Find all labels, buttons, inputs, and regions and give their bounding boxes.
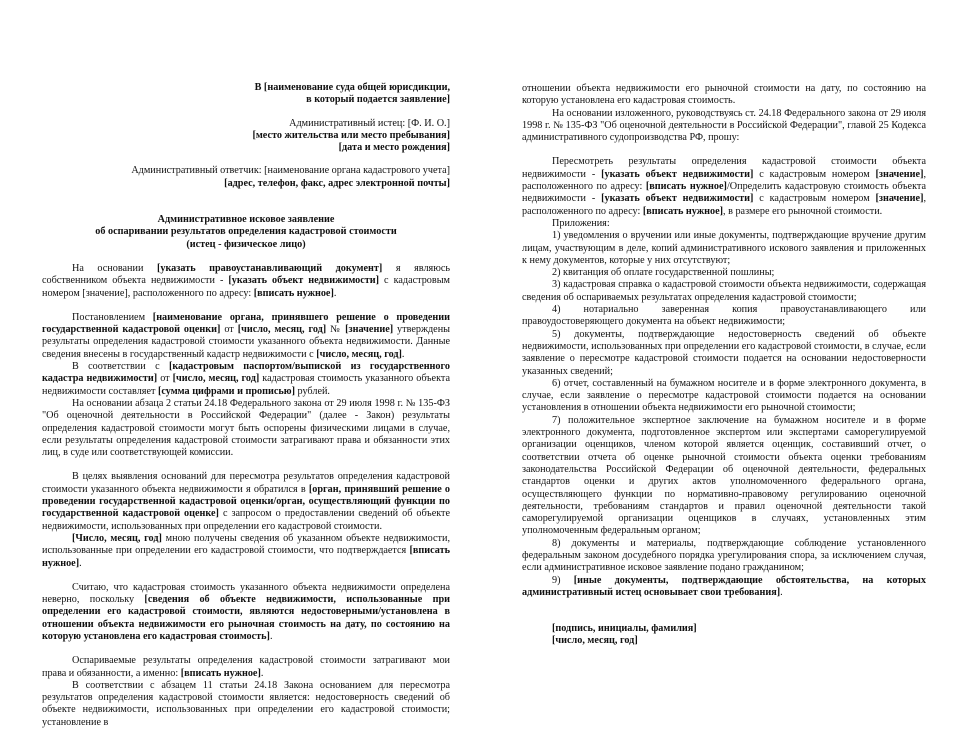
court-line-1: В [наименование суда общей юрисдикции, [254,82,450,93]
paragraph-request: В целях выявления оснований для пересмотра результатов определения кадастровой стоимости указанного объекта недвижимости я обратился в [орган, принявший решение о проведении государственной кадастровой оценки/орган, осуществляющий функции по государственной кадастровой оценке] с запросом о предоставлении сведений об объекте недвижимости, использованных при определении его кадастровой стоимости. [42,471,450,532]
paragraph-resolution: Постановлением [наименование органа, принявшего решение о проведении государственной кадастровой оценки] от [число, месяц, год] № [значение] утверждены результаты определения кадастровой стоимости указанного объекта недвижимости. Данные сведения внесены в государственный кадастр недвижимости с [число, месяц, год]. [42,311,450,360]
doc-title-1: Административное исковое заявление [157,214,335,226]
court-line-2: в который подается заявление] [306,94,450,106]
signature-date: [число, месяц, год] [552,635,638,647]
defendant-line-1: Административный ответчик: [наименование органа кадастрового учета] [131,165,450,177]
paragraph-grounds-cont: отношении объекта недвижимости его рыночной стоимости на дату, по состоянию на которую установлена его кадастровая стоимость. [522,83,926,107]
paragraph-law-basis: На основании абзаца 2 статьи 24.18 Федерального закона от 29 июля 1998 г. № 135-ФЗ "Об оценочной деятельности в Российской Федерации" (далее - Закон) результаты определения кадастровой стоимости могут быть оспорены физическими лицами в случае, если результаты определения кадастровой стоимости затрагивают права и обязанности этих лиц, в суде или соответствующей комиссии. [42,397,450,459]
plaintiff-line-2: [место жительства или место пребывания] [252,129,450,141]
paragraph-incorrect: Считаю, что кадастровая стоимость указанного объекта недвижимости определена неверно, поскольку [сведения об объекте недвижимости, использованные при определении его кадастровой стоимости, являются недостоверными/установлена в отношении объекта недвижимости его рыночная стоимость на дату, по состоянию на которую установлена его кадастровая стоимость]. [42,581,451,642]
paragraph-rights: Оспариваемые результаты определения кадастровой стоимости затрагивают мои права и обязанности, а именно: [вписать нужное]. [42,655,450,679]
attachments-heading: Приложения: [552,217,610,229]
left-column [42,0,450,729]
defendant-line-2: [адрес, телефон, факс, адрес электронной почты] [224,177,450,189]
attachment-item: 1) уведомления о вручении или иные документы, подтверждающие вручение другим лицам, участвующим в деле, копий административного искового заявления и приложенных к нему документов, которые у них отсутствуют; [522,230,926,266]
attachment-item: 2) квитанция об оплате государственной пошлины; [552,267,775,279]
paragraph-ownership: На основании [указать правоустанавливающий документ] я являюсь собственником объекта недвижимости - [указать объект недвижимости] с кадастровым номером [значение], расположенного по адресу: [вписать нужное]. [42,262,451,299]
attachment-item: 7) положительное экспертное заключение на бумажном носителе и в форме электронного документа, подготовленное экспертом или экспертами саморегулируемой организации оценщиков, членом которой является оценщик, составивший отчет, о соответствии отчета об оценке рыночной стоимости объекта оценки требованиям законодательства Российской Федерации об оценочной деятельности, федеральных стандартов оценки и других актов уполномоченного федерального органа, осуществляющего функции по нормативно-правовому регулированию оценочной деятельности, требованиям стандартов и правил оценочной деятельности такой саморегулируемой организации оценщиков в случаях, установленных этим уполномоченным федеральным органом; [522,414,926,537]
paragraph-received: [Число, месяц, год] мною получены сведения об указанном объекте недвижимости, использованные при определении его кадастровой стоимости, что подтверждается [вписать нужное]. [42,532,450,569]
attachment-item: 6) отчет, составленный на бумажном носителе и в форме электронного документа, в случае, если заявление о пересмотре кадастровой стоимости подается на основании установления в отношении объекта недвижимости его рыночной стоимости; [522,377,926,414]
paragraph-demand: Пересмотреть результаты определения кадастровой стоимости объекта недвижимости - [указать объект недвижимости] с кадастровым номером [значение], расположенного по адресу: [вписать нужное]/Определить кадастровую стоимость объекта недвижимости - [указать объект недвижимости] с кадастровым номером [значение], расположенного по адресу: [вписать нужное], в размере его рыночной стоимости. [522,156,927,217]
attachment-item: 5) документы, подтверждающие недостоверность сведений об объекте недвижимости, использованных при определении его кадастровой стоимости, в случае, если заявление о пересмотре кадастровой стоимости подается на основании недостоверности указанных сведений; [522,328,926,377]
signature-line: [подпись, инициалы, фамилия] [552,623,697,635]
attachment-item: 3) кадастровая справка о кадастровой стоимости объекта недвижимости, содержащая сведения об оспариваемых результатах определения кадастровой стоимости; [522,279,926,303]
plaintiff-line-3: [дата и место рождения] [338,142,450,154]
right-column [522,0,926,648]
plaintiff-line-1: Административный истец: [Ф. И. О.] [289,117,450,129]
paragraph-cadastral-value: В соответствии с [кадастровым паспортом/выпиской из государственного кадастра недвижимости] от [число, месяц, год] кадастровая стоимость указанного объекта недвижимости составляет [сумма цифрами и прописью] рублей. [42,361,450,397]
paragraph-grounds: В соответствии с абзацем 11 статьи 24.18 Закона основанием для пересмотра результатов определения кадастровой стоимости является: недостоверность сведений об объекте недвижимости, использованных при определении его кадастровой стоимости; установление в [42,679,450,728]
paragraph-petition: На основании изложенного, руководствуясь ст. 24.18 Федерального закона от 29 июля 1998 г. № 135-ФЗ "Об оценочной деятельности в Российской Федерации", главой 25 Кодекса административного судопроизводства РФ, прошу: [522,107,926,144]
attachment-item-9: 9) [иные документы, подтверждающие обстоятельства, на которых административный истец основывает свои требования]. [522,574,926,598]
attachment-item: 8) документы и материалы, подтверждающие соблюдение установленного федеральным законом досудебного порядка урегулирования спора, за исключением случая, если административное исковое заявление подано гражданином; [522,537,926,574]
attachment-item: 4) нотариально заверенная копия правоустанавливающего или правоудостоверяющего документа на объект недвижимости; [522,304,926,328]
doc-title-2: об оспаривании результатов определения кадастровой стоимости [95,226,397,238]
doc-title-3: (истец - физическое лицо) [186,238,306,250]
